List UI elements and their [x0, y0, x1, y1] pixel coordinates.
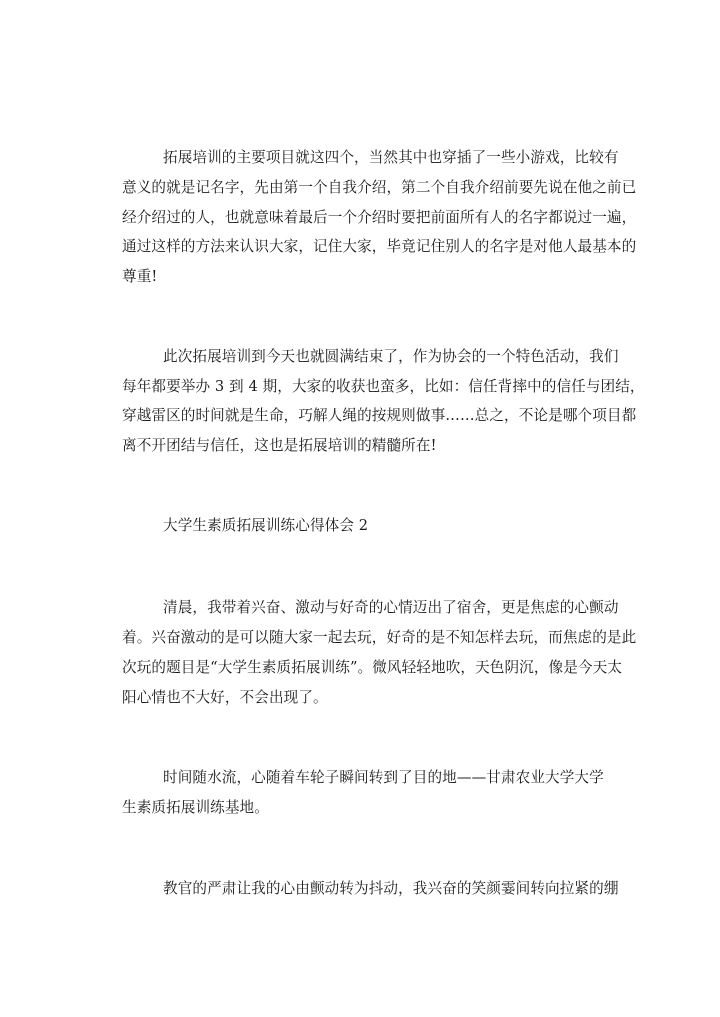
- text-line: 阳心情也不大好，不会出现了。: [122, 689, 328, 706]
- text-line: 生素质拓展训练基地。: [122, 799, 269, 816]
- text-line: 经介绍过的人，也就意味着最后一个介绍时要把前面所有人的名字都说过一遍，: [122, 209, 637, 226]
- text-line: 着。兴奋激动的是可以随大家一起去玩，好奇的是不知怎样去玩，而焦虑的是此: [122, 629, 637, 646]
- text-line: 教官的严肃让我的心由颤动转为抖动，我兴奋的笑颜霎间转向拉紧的绷: [163, 880, 619, 897]
- text-line: 意义的就是记名字，先由第一个自我介绍，第二个自我介绍前要先说在他之前已: [122, 179, 637, 196]
- text-line: 清晨，我带着兴奋、激动与好奇的心情迈出了宿舍，更是焦虑的心颤动: [163, 599, 619, 616]
- text-line: 次玩的题目是“大学生素质拓展训练”。微风轻轻地吹，天色阴沉，像是今天太: [122, 659, 623, 676]
- section-heading: 大学生素质拓展训练心得体会 2: [163, 517, 369, 534]
- text-line: 每年都要举办 3 到 4 期，大家的收获也蛮多，比如：信任背摔中的信任与团结，: [122, 378, 645, 395]
- text-line: 拓展培训的主要项目就这四个，当然其中也穿插了一些小游戏，比较有: [163, 149, 619, 166]
- text-line: 此次拓展培训到今天也就圆满结束了，作为协会的一个特色活动，我们: [163, 348, 619, 365]
- text-line: 离不开团结与信任，这也是拓展培训的精髓所在!: [122, 437, 437, 454]
- text-line: 时间随水流，心随着车轮子瞬间转到了目的地——甘肃农业大学大学: [163, 769, 604, 786]
- text-line: 尊重!: [122, 268, 158, 285]
- text-line: 通过这样的方法来认识大家，记住大家，毕竟记住别人的名字是对他人最基本的: [122, 238, 637, 255]
- text-line: 穿越雷区的时间就是生命，巧解人绳的按规则做事……总之，不论是哪个项目都: [122, 407, 637, 424]
